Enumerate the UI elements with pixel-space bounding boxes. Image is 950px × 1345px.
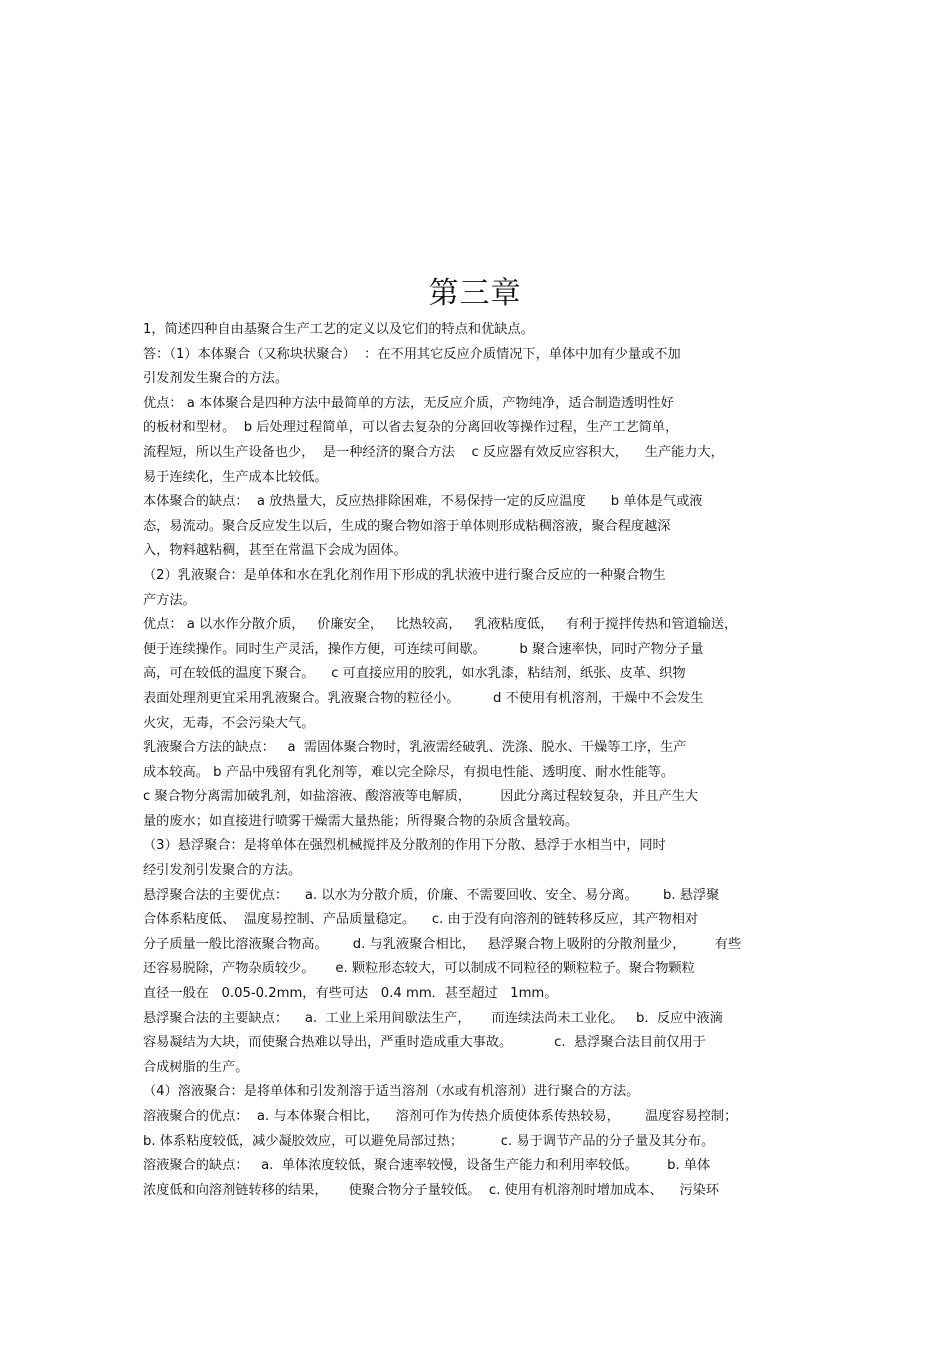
text-line: 还容易脱除，产物杂质较少。 e. 颗粒形态较大，可以制成不同粒径的颗粒粒子。聚合物颗粒: [143, 961, 695, 977]
text-line: 合体系粘度低、 温度易控制、产品质量稳定。 c. 由于没有向溶剂的链转移反应，其产物相对: [143, 912, 699, 928]
text-line: 的板材和型材。 b 后处理过程简单，可以省去复杂的分离回收等操作过程，生产工艺简单，: [143, 420, 679, 436]
text-line: 本体聚合的缺点： a 放热量大，反应热排除困难，不易保持一定的反应温度 b 单体是气或液: [143, 494, 703, 510]
text-line: c 聚合物分离需加破乳剂，如盐溶液、酸溶液等电解质， 因此分离过程较复杂，并且产生大: [143, 789, 699, 805]
text-line: 直径一般在 0.05-0.2mm，有些可达 0.4 mm．甚至超过 1mm。: [143, 986, 558, 1002]
text-line: 1，简述四种自由基聚合生产工艺的定义以及它们的特点和优缺点。: [143, 322, 534, 337]
text-line: （3）悬浮聚合：是将单体在强烈机械搅拌及分散剂的作用下分散、悬浮于水相当中，同时: [143, 838, 666, 854]
text-line: 答：（1）本体聚合（又称块状聚合） ：在不用其它反应介质情况下，单体中加有少量或不加: [143, 346, 681, 362]
text-line: 便于连续操作。同时生产灵活，操作方便，可连续可间歇。 b 聚合速率快，同时产物分子量: [143, 641, 704, 657]
text-line: 乳液聚合方法的缺点： a 需固体聚合物时，乳液需经破乳、洗涤、脱水、干燥等工序，生产: [143, 740, 687, 756]
text-line: （4）溶液聚合：是将单体和引发剂溶于适当溶剂（水或有机溶剂）进行聚合的方法。: [143, 1084, 640, 1100]
text-line: 容易凝结为大块，而使聚合热难以导出，严重时造成重大事故。 c. 悬浮聚合法目前仅用于: [143, 1035, 706, 1051]
text-line: 易于连续化，生产成本比较低。: [143, 469, 328, 485]
text-line: 态，易流动。聚合反应发生以后，生成的聚合物如溶于单体则形成粘稠溶液，聚合程度越深: [143, 518, 671, 534]
text-line: 高，可在较低的温度下聚合。 c 可直接应用的胶乳，如水乳漆，粘结剂，纸张、皮革、织物: [143, 666, 686, 682]
text-line: 优点： a 以水作分散介质， 价廉安全， 比热较高， 乳液粘度低， 有利于搅拌传热和管道输送，: [143, 617, 738, 633]
text-line: 悬浮聚合法的主要优点： a. 以水为分散介质，价廉、不需要回收、安全、易分离。 b. 悬浮聚: [143, 887, 720, 903]
text-line: 成本较高。 b 产品中残留有乳化剂等，难以完全除尽，有损电性能、透明度、耐水性能等。: [143, 764, 675, 780]
chapter-title: 第三章: [428, 276, 522, 311]
text-line: 悬浮聚合法的主要缺点： a. 工业上采用间歇法生产， 而连续法尚未工业化。 b. 反应中液滴: [143, 1010, 723, 1026]
text-line: 溶液聚合的优点： a. 与本体聚合相比， 溶剂可作为传热介质使体系传热较易， 温度容易控制；: [143, 1109, 738, 1124]
text-line: 溶液聚合的缺点： a. 单体浓度较低，聚合速率较慢，设备生产能力和利用率较低。 b. 单体: [143, 1158, 711, 1174]
text-line: （2）乳液聚合：是单体和水在乳化剂作用下形成的乳状液中进行聚合反应的一种聚合物生: [143, 567, 666, 583]
text-line: 表面处理剂更宜采用乳液聚合。乳液聚合物的粒径小。 d 不使用有机溶剂，干燥中不会发生: [143, 690, 704, 706]
text-line: 优点： a 本体聚合是四种方法中最简单的方法，无反应介质，产物纯净，适合制造透明性好: [143, 395, 674, 411]
text-line: 分子质量一般比溶液聚合物高。 d. 与乳液聚合相比， 悬浮聚合物上吸附的分散剂量少， 有些: [143, 936, 742, 952]
text-line: 引发剂发生聚合的方法。: [143, 371, 289, 387]
text-line: b. 体系粘度较低，减少凝胶效应，可以避免局部过热； c. 易于调节产品的分子量及其分布。: [143, 1133, 715, 1149]
text-line: 入，物料越粘稠，甚至在常温下会成为固体。: [143, 543, 407, 559]
text-line: 量的废水；如直接进行喷雾干燥需大量热能；所得聚合物的杂质含量较高。: [143, 813, 579, 829]
document-body: [143, 318, 823, 1203]
text-line: 产方法。: [143, 592, 196, 608]
text-line: 经引发剂引发聚合的方法。: [143, 863, 302, 879]
text-line: 合成树脂的生产。: [143, 1059, 249, 1075]
text-line: 流程短，所以生产设备也少， 是一种经济的聚合方法 c 反应器有效反应容积大， 生产能力大，: [143, 444, 724, 460]
text-line: 火灾，无毒，不会污染大气。: [143, 715, 315, 731]
text-line: 浓度低和向溶剂链转移的结果， 使聚合物分子量较低。 c. 使用有机溶剂时增加成本、 污染环: [143, 1182, 720, 1198]
